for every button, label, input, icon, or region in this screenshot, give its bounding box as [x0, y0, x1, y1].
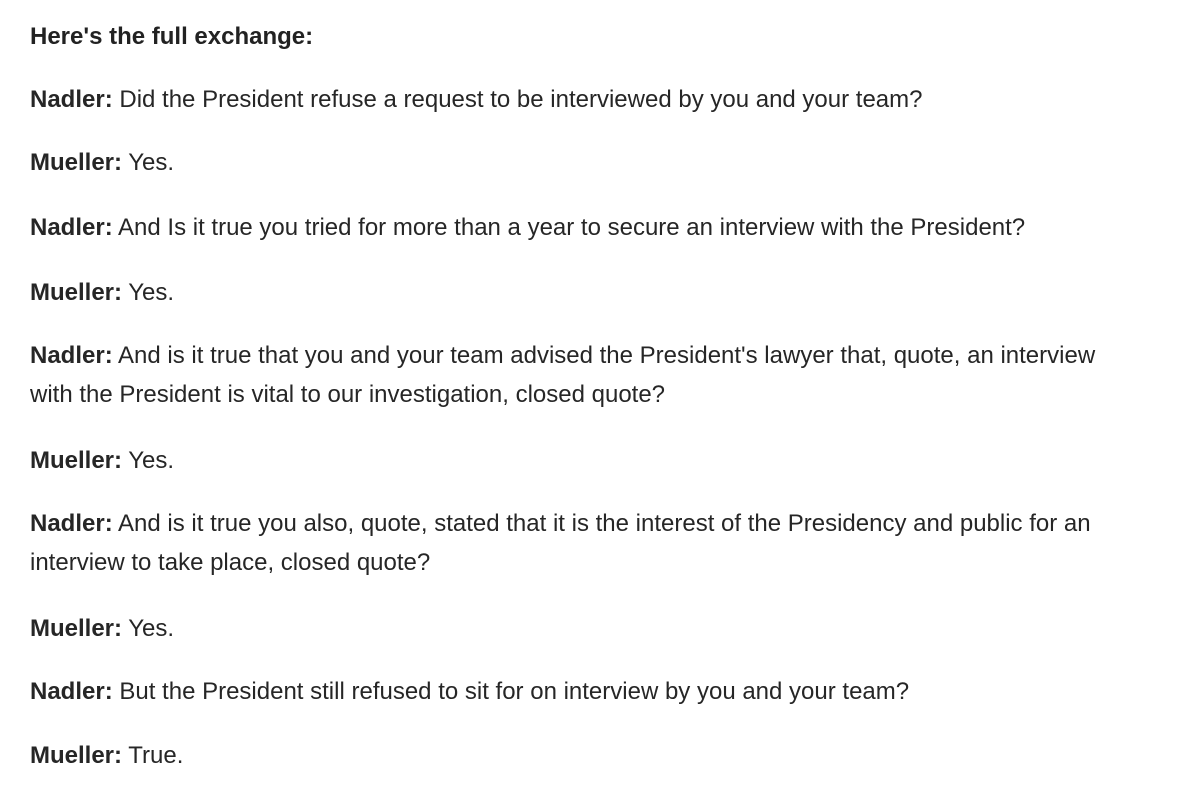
- dialogue-text: True.: [128, 742, 184, 769]
- speaker-name: Nadler:: [30, 510, 113, 537]
- exchange-line-5: [30, 336, 1130, 414]
- dialogue-text: And is it true you also, quote, stated that it is the interest of the Presidency and public for an interview to take place, closed quote?: [30, 510, 1091, 576]
- speaker-name: Mueller:: [30, 279, 123, 306]
- speaker-name: Mueller:: [30, 615, 123, 642]
- exchange-line-7: [30, 504, 1130, 582]
- dialogue-text: But the President still refused to sit for on interview by you and your team?: [119, 678, 910, 705]
- speaker-name: Mueller:: [30, 742, 123, 769]
- dialogue-text: Yes.: [128, 279, 175, 306]
- exchange-line-4: [30, 273, 1130, 312]
- speaker-name: Mueller:: [30, 149, 123, 176]
- dialogue-text: Yes.: [128, 447, 175, 474]
- dialogue-text: And is it true that you and your team advised the President's lawyer that, quote, an interview with the President is vital to our investigation, closed quote?: [30, 342, 1096, 408]
- exchange-line-6: [30, 441, 1130, 480]
- section-heading: Here's the full exchange:: [30, 23, 314, 50]
- dialogue-text: Yes.: [128, 149, 175, 176]
- exchange-line-10: [30, 736, 1130, 775]
- speaker-name: Mueller:: [30, 447, 123, 474]
- speaker-name: Nadler:: [30, 678, 113, 705]
- exchange-line-2: [30, 143, 1130, 182]
- exchange-line-9: [30, 672, 1130, 711]
- speaker-name: Nadler:: [30, 86, 113, 113]
- speaker-name: Nadler:: [30, 214, 113, 241]
- dialogue-text: Did the President refuse a request to be interviewed by you and your team?: [119, 86, 923, 113]
- dialogue-text: Yes.: [128, 615, 175, 642]
- exchange-line-8: [30, 609, 1130, 648]
- exchange-line-1: [30, 80, 1130, 119]
- dialogue-text: And Is it true you tried for more than a year to secure an interview with the President?: [118, 214, 1026, 241]
- exchange-line-3: [30, 208, 1130, 247]
- speaker-name: Nadler:: [30, 342, 113, 369]
